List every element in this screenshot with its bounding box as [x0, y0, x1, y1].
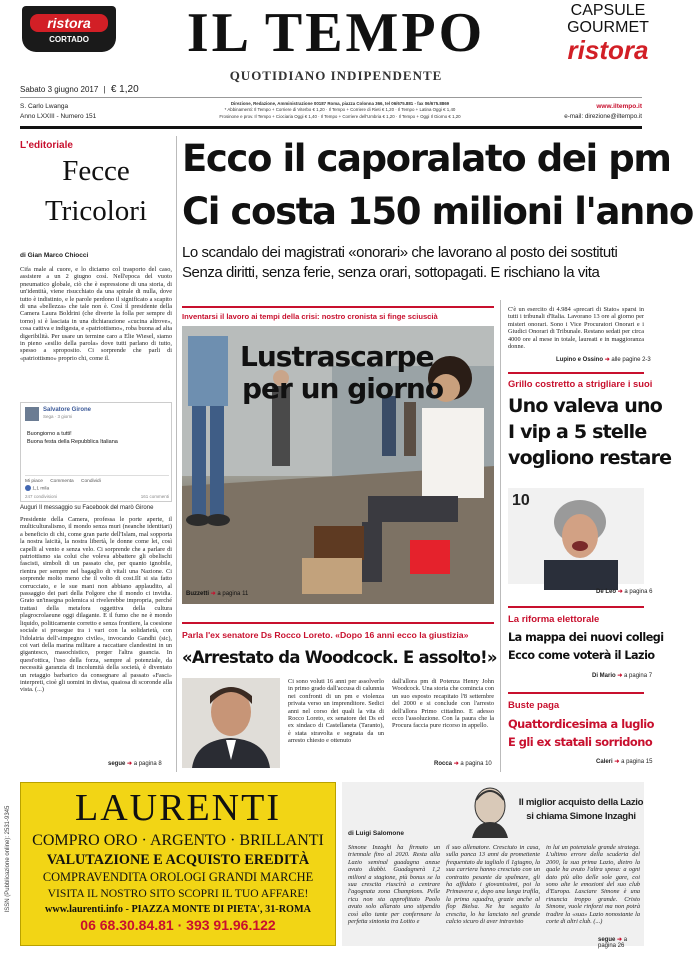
arrow-right-icon: ➜ — [617, 673, 623, 679]
inzaghi-title-1: Il miglior acquisto della Lazio — [518, 797, 644, 808]
photo-story-pageref[interactable] — [186, 590, 248, 597]
riforma-kicker: La riforma elettorale — [508, 614, 600, 625]
like-icon — [25, 485, 31, 491]
loreto-page: a pagina 10 — [460, 761, 492, 767]
arrow-right-icon: ➜ — [453, 761, 459, 767]
ad-line5: www.laurenti.info - PIAZZA MONTE DI PIETA', 31-ROMA — [45, 904, 311, 915]
fb-footer — [25, 494, 169, 499]
loreto-title[interactable]: «Arrestato da Woodcock. E assolto!» — [182, 648, 497, 667]
loreto-byline: Rocca — [434, 761, 453, 767]
fb-name: Salvatore Girone — [43, 407, 92, 413]
inzaghi-pageref[interactable] — [598, 936, 644, 949]
inzaghi-text-3: in lui un potenziale grande stratega. L'ultimo errore della scuderia del 2000, la sua prima Lazio, dietro la quale ha avuto l'altra spesa: a ogni dato più alto delle sole gare, coi sono alte le emozioni del suo club d'Europa. Lasciare Simone è una rinuncia troppo grande. Cristo Simone, vuole rinforzi ma non potrà tradire la «sua» Lazio nonostante la corte di altri club. (...) — [546, 844, 642, 926]
grillo-byline: De Leo — [596, 589, 617, 595]
paga-title-1[interactable]: Quattordicesima a luglio — [508, 717, 655, 731]
loreto-photo[interactable] — [182, 678, 280, 768]
arrow-right-icon: ➜ — [210, 591, 216, 597]
segue-label: segue — [108, 761, 126, 767]
fb-shares: 247 condivisioni — [25, 494, 58, 499]
photo-story-rule — [182, 306, 494, 308]
ad-line3: COMPRAVENDITA OROLOGI GRANDI MARCHE — [42, 870, 314, 884]
avatar — [25, 407, 39, 421]
inzaghi-box[interactable] — [342, 782, 644, 949]
header-bottom-rule — [20, 126, 642, 129]
inzaghi-title-2: si chiama Simone Inzaghi — [526, 811, 636, 822]
riforma-title-2[interactable]: Ecco come voterà il Lazio — [508, 649, 655, 662]
fb-reactions — [25, 485, 49, 491]
website-link[interactable]: www.iltempo.it — [596, 103, 642, 110]
right-ad-brand: ristora — [567, 35, 649, 65]
lead-sub-1: Lo scandalo dei magistrati «onorari» che lavorano al posto dei sostituti — [182, 244, 618, 261]
ad-brand: LAURENTI — [75, 787, 281, 829]
caporalato-text: C'è un esercito di 4.984 «precari di Stato» sparsi in tutti i tribunali d'Italia. Lavorano 13 ore al giorno per misteri onorari. Sono i Vice Procuratori Onorari e i Giudici Onorari di Tribunale. Restano sedati per circa 4000 ore al mese in totale, laureati e in maggioranza donne. — [508, 306, 646, 351]
ad-line1: COMPRO ORO · ARGENTO · BRILLANTI — [32, 832, 324, 849]
paga-page: a pagina 15 — [621, 759, 653, 765]
arrow-right-icon: ➜ — [617, 937, 623, 943]
ad-line6: 06 68.30.84.81 · 393 91.96.122 — [80, 917, 276, 933]
date: Sabato 3 giugno 2017 — [20, 85, 99, 94]
grillo-title-1[interactable]: Uno valeva uno — [508, 395, 662, 417]
editorial-title-2[interactable]: Tricolori — [44, 195, 148, 227]
photo-story-title-2: per un giorno — [242, 372, 444, 405]
editorial-text-1: Cifa male al cuore, e lo diciamo col trasporto del caso, assistere a un 2 giugno così. Nell'epoca del vuoto pneumatico globale, ciò che è espressione di una storia, di un'identità, viene risucchiato da una spirale di nulla, dove tutto è indistinto, e le parole perdono il significato a scapito di una «bellezza» che tale non è. Così il presidente della Camera Laura Boldrini (che diverte la folla per sempre di torno) si è lasciata in una dichiarazione «cucina altrove», cosa cattiva e indigesta, e «patriottismo», roba buona ad alta digeribilità. Per usare un termine caro a Elie Wiesel, siamo in pieno «esilio della parola» dove tutti parlano di tutto, spesso a sproposito. Ci sorprende che parli di «patriottismo» proprio chi, come il. — [20, 266, 174, 362]
issn-vertical: ISSN (Pubblicazione online): 2531-9345 — [5, 805, 11, 913]
facebook-post[interactable] — [20, 402, 172, 502]
grillo-pageref[interactable] — [596, 588, 652, 595]
imprint-line2: * Abbinamenti: Il Tempo + Corriere di Viterbo € 1,20 · Il Tempo + Corriere di Rieti € 1,20 · Il Tempo + Latina Oggi € 1,40 — [224, 107, 456, 113]
inzaghi-segue: segue — [598, 937, 616, 943]
fb-caption: Auguri Il messaggio su Facebook del marò Girone — [20, 505, 154, 511]
price: € 1,20 — [110, 84, 139, 95]
paga-rule — [508, 692, 644, 694]
inzaghi-caricature — [468, 784, 512, 838]
arrow-right-icon: ➜ — [614, 759, 620, 765]
arrow-right-icon: ➜ — [127, 761, 133, 767]
riforma-pageref[interactable] — [592, 672, 652, 679]
tagline: QUOTIDIANO INDIPENDENTE — [229, 68, 443, 83]
riforma-page: a pagina 7 — [624, 673, 653, 679]
fb-actions — [25, 475, 169, 484]
imprint-line3: Frosinone e prov. Il Tempo + Ciociaria Oggi € 1,40 · Il Tempo + Corriere dell'Umbria € 1,20 · Il Tempo + Oggi Il Giorno € 1,20 — [219, 113, 461, 119]
grillo-badge: 10 — [512, 492, 530, 509]
left-ad-sub: CORTADO — [49, 35, 89, 44]
left-ad-brand: ristora — [30, 14, 108, 32]
fb-share-button[interactable]: Condividi — [81, 479, 101, 484]
loreto-portrait — [182, 678, 280, 768]
right-ad[interactable] — [560, 2, 656, 64]
lead-headline-1[interactable]: Ecco il caporalato dei pm — [182, 137, 671, 180]
fb-like-button[interactable]: Mi piace — [25, 479, 43, 484]
caporalato-pageref[interactable] — [556, 356, 651, 363]
fb-post-line1: Buongiorno a tutti! — [27, 431, 72, 437]
paga-title-2[interactable]: E gli ex statali sorridono — [508, 735, 653, 749]
loreto-text-1: Ci sono voluti 16 anni per assolverlo in primo grado dall'accusa di calunnia nei confronti di un pm e violenza privata verso un imprenditore. Sedici anni nel corso dei quali la vita di Rocco Loreto, ex senatore dei Ds ed ex sindaco di Castellaneta (Taranto), è stata stravolta e segnata da un arresto chiesto e ottenuto — [288, 678, 386, 745]
caporalato-byline: Lupino e Ossino — [556, 357, 604, 363]
photo-story-title-1: Lustrascarpe — [240, 340, 434, 373]
paga-kicker: Buste paga — [508, 700, 560, 711]
photo-story-byline: Buzzetti — [186, 591, 209, 597]
editorial-text-2: Presidente della Camera, professa le porte aperte, il multiculturalismo, il mondo senza muri (neanche identitari) a beneficio di chi, come gran parte dell'Islam, mal sopporta la nostra laicità, la nostra libertà, le donne come lei, così capelli al vento e senza velo. Ci sorprende che a parlare di patriottismo sia colui che voleva abbattere gli obelischi fascisti, simboli di un passato che, per quanto ignobile, rientra per sempre nel bagaglio di vitali una Nazione. Ci sorprende molto meno che il volto di cost.IlI si sia fatto corrucciato, e le sue mani non abbiano applaudito, al passaggio dei pari della Folgore che il mondo ci invidia. Grato un'insegna polemica si rivelerebbe impropria, perché trattasi della metafora oggettiva della cultura plagrocrolaeune oggi dilagante. E il fumo che ne è mondo liquido, politicamente corretto e senza frontiere, la coesione sociale si prosegue tra i vari con la solidarietà, con l'idolatria dell'«impegno civile», invocando Gandhi (sic), coi vari della marina militare a raccattare clandestini in un gigantesco, masochistico, porger l'altra guancia. In quest'ottica, l'uso della forza, sempre al potenziale, da necessità garanzia di incolumità della società, è diventato un retaggio barbarico da consegnare al passato «Fasci» interpreti, cioè gli uomini in divisa, quaiosa di scoronde alla vista. (...) — [20, 516, 174, 694]
lead-sub-2: Senza diritti, senza ferie, senza orari, sottopagati. E rischiano la vita — [182, 264, 600, 281]
arrow-right-icon: ➜ — [604, 357, 610, 363]
grillo-photo[interactable] — [508, 488, 644, 584]
fb-post-line2: Buona festa della Repubblica Italiana — [27, 439, 118, 445]
riforma-title-1[interactable]: La mappa dei nuovi collegi — [508, 631, 664, 644]
editorial-byline: di Gian Marco Chiocci — [20, 252, 89, 259]
inzaghi-text-1: Simone Inzaghi ha firmato un triennale fino al 2020. Resta alla Lazio seminal guadagna anzue avuto diabbi. Guadagnerà 1,2 milioni a stagione, più bonus se la sua crescita riuscirà a centrare l'agognata zona Champions. Pelle ricu non sta approfittato Paolo avuto solo allarato uno stipendio così alto tante per confermare la perfetta sintonia tra Lotito e — [348, 844, 442, 926]
grillo-title-3[interactable]: vogliono restare — [508, 447, 672, 469]
right-ad-line1: CAPSULE — [570, 2, 646, 19]
arrow-right-icon: ➜ — [617, 589, 623, 595]
fb-comments: 161 commenti — [140, 494, 169, 499]
ad-line2: VALUTAZIONE E ACQUISTO EREDITÀ — [46, 852, 310, 868]
photo-story-kicker: Inventarsi il lavoro ai tempi della crisi: nostro cronista si finge sciuscià — [182, 312, 438, 321]
laurenti-ad[interactable] — [20, 782, 336, 946]
fb-sub: Sega · 3 giorni — [43, 414, 73, 419]
right-column-divider — [500, 300, 501, 772]
inzaghi-page: a pagina 26 — [598, 937, 628, 949]
inzaghi-portrait — [468, 784, 512, 838]
grillo-rule — [508, 372, 644, 374]
loreto-pageref[interactable] — [434, 760, 492, 767]
saint: S. Carlo Lwanga — [20, 103, 69, 110]
date-line: Sabato 3 giugno 2017 | € 1,20 — [20, 84, 139, 95]
lead-headline-2[interactable]: Ci costa 150 milioni l'anno — [182, 190, 693, 233]
fb-count: 1,1 mila — [32, 486, 50, 492]
riforma-byline: Di Mario — [592, 673, 616, 679]
ad-line4: VISITA IL NOSTRO SITO SCOPRI IL TUO AFFARE! — [47, 887, 309, 900]
column-divider — [176, 136, 177, 772]
caporalato-page: alle pagine 2-3 — [611, 357, 651, 363]
photo-story-image[interactable] — [182, 326, 494, 604]
header-divider — [20, 97, 642, 98]
editorial-title-1[interactable]: Fecce — [62, 155, 130, 187]
grillo-page: a pagina 6 — [624, 589, 653, 595]
imprint-line1: Direzione, Redazione, Amministrazione 00187 Roma, piazza Colonna 366, tel 06/675.881 - fax 06/675.8869 — [230, 101, 450, 106]
photo-story-page: a pagina 11 — [217, 591, 249, 597]
paga-pageref[interactable] — [596, 758, 652, 765]
editorial-pageref[interactable] — [108, 760, 162, 767]
editorial-page: a pagina 8 — [133, 761, 162, 767]
grillo-kicker: Grillo costretto a strigliare i suoi — [508, 378, 653, 389]
imprint — [120, 101, 560, 120]
loreto-text-2: dall'allora pm di Potenza Henry John Woodcock. Una storia che comincia con un suo esposto recapitato l'8 settembre del 2000 e si conclude con l'arresto dell'allora Primo cittadino. E adesso ecco l'assoluzione. Con la paura che la Procura faccia pure ricorso in appello. — [392, 678, 496, 730]
right-ad-line2: GOURMET — [567, 19, 649, 36]
loreto-rule — [182, 622, 494, 624]
masthead[interactable]: IL TEMPO — [186, 2, 486, 64]
inzaghi-text-2: il suo allenatore. Cresciuto in casa, sulla panca 13 anni da promettente frequentato da taglialo il 1giugno, la sua carriera hanno cresciuto con un contratto pesante da spalmare, gli ha affidato i giovanissimi, poi la Primavera e, dopo una lunga trafila, la prima squadra, grazie anche al flop Bielsa. Ne ha seguito la crescita, lo ha lanciato nel grande calcio sicuro di aver intravisto — [446, 844, 542, 926]
editorial-kicker: L'editoriale — [20, 140, 73, 151]
fb-comment-button[interactable]: Commenta — [50, 479, 74, 484]
grillo-title-2[interactable]: I vip a 5 stelle — [508, 421, 647, 443]
issue-number: Anno LXXIII - Numero 151 — [20, 113, 97, 120]
email-link[interactable]: e-mail: direzione@iltempo.it — [564, 113, 642, 120]
riforma-rule — [508, 606, 644, 608]
left-ad-logo[interactable] — [22, 6, 116, 52]
paga-byline: Caleri — [596, 759, 613, 765]
loreto-kicker: Parla l'ex senatore Ds Rocco Loreto. «Dopo 16 anni ecco la giustizia» — [182, 630, 469, 640]
inzaghi-byline: di Luigi Salomone — [348, 830, 404, 837]
